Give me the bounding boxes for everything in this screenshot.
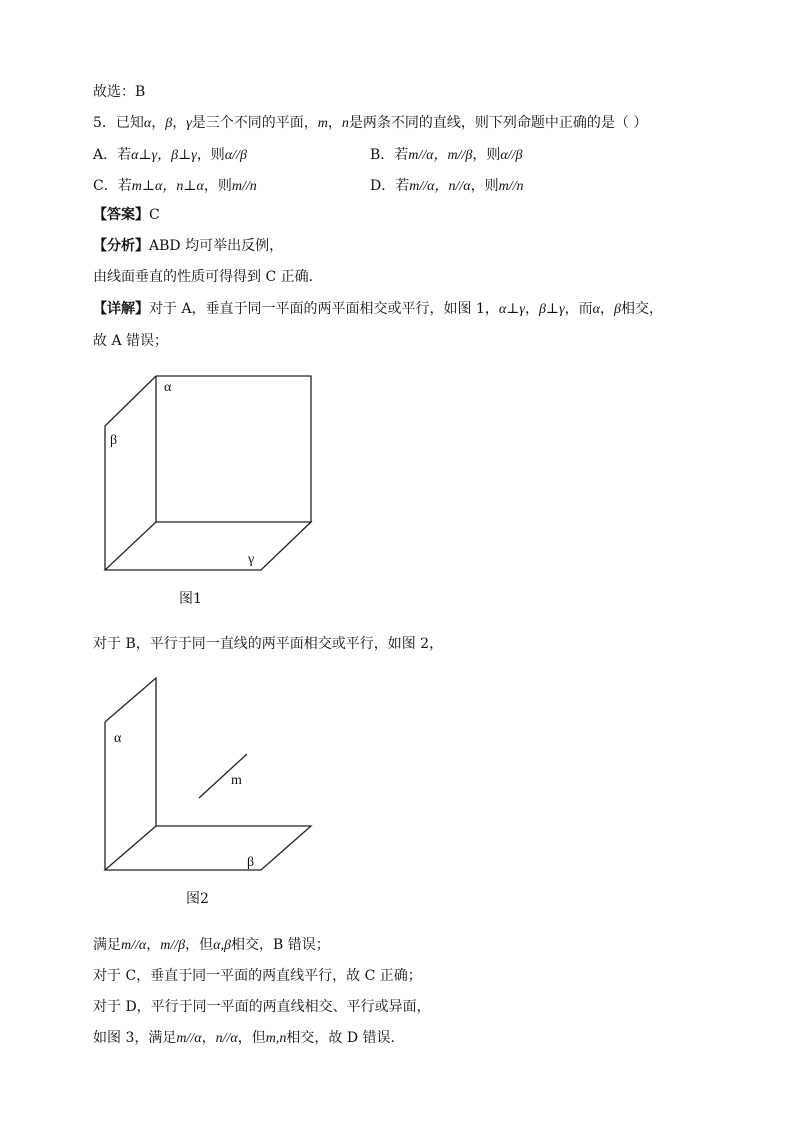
detail-math-1: α⊥γ xyxy=(498,302,525,317)
option-b-then: ，则 xyxy=(472,147,501,163)
analysis-text-1: ABD 均可举出反例， xyxy=(149,238,284,254)
option-d-result: m//n xyxy=(498,179,524,194)
detail-text-1b: ，而 xyxy=(564,301,593,317)
after-math-5: n//α xyxy=(215,1031,238,1046)
option-b-label: B．若 xyxy=(370,147,409,163)
after-text-4c: 相交，故 D 错误. xyxy=(286,1030,395,1046)
answer-value: C xyxy=(149,207,160,223)
option-b-result: α//β xyxy=(500,148,523,163)
after-math-3: α,β xyxy=(213,938,231,953)
option-a-result: α//β xyxy=(224,148,247,163)
fig1-alpha-plane xyxy=(156,376,311,522)
after-line-2: 对于 C，垂直于同一平面的两直线平行，故 C 正确； xyxy=(93,968,422,984)
answer-tag: 【答案】 xyxy=(93,207,149,223)
detail-math-4: β xyxy=(613,302,621,317)
after-math-2: m//β xyxy=(160,938,186,953)
option-d-label: D．若 xyxy=(370,178,410,194)
analysis-tag: 【分析】 xyxy=(93,238,149,254)
separator: ， xyxy=(327,115,342,131)
after-text-4a: 如图 3，满足 xyxy=(93,1030,177,1046)
detail-text-1c: ， xyxy=(599,301,614,317)
stem-part-1: 已知 xyxy=(115,115,144,131)
fig1-beta-plane xyxy=(105,376,156,570)
fig1-label-beta: β xyxy=(110,433,118,448)
fig2-label-alpha: α xyxy=(114,731,122,746)
previous-answer: 故选：B xyxy=(93,84,146,100)
after-line-3: 对于 D，平行于同一平面的两直线相交、平行或异面， xyxy=(93,999,431,1015)
analysis-line-2: 由线面垂直的性质可得得到 C 正确. xyxy=(93,269,314,285)
detail-tag: 【详解】 xyxy=(93,301,149,317)
after-sep: ， xyxy=(146,937,161,953)
fig1-label-alpha: α xyxy=(164,380,172,395)
detail-line-2: 故 A 错误； xyxy=(93,333,169,349)
after-line-1 xyxy=(93,935,330,956)
fig2-alpha-plane xyxy=(105,678,156,826)
option-b-math: m//α，m//β xyxy=(408,148,473,163)
separator: ， xyxy=(172,115,187,131)
option-d-then: ，则 xyxy=(470,178,499,194)
option-c-then: ，则 xyxy=(203,178,232,194)
detail-sep: ， xyxy=(524,301,539,317)
option-c-result: m//n xyxy=(231,179,257,194)
stem-part-2: 是三个不同的平面， xyxy=(191,115,318,131)
after-math-6: m,n xyxy=(265,1031,287,1046)
for-b-line: 对于 B，平行于同一直线的两平面相交或平行，如图 2， xyxy=(93,636,444,652)
question-number: 5． xyxy=(93,115,116,131)
fig2-beta-plane xyxy=(105,826,311,870)
option-a-label: A．若 xyxy=(93,147,132,163)
option-a-then: ，则 xyxy=(196,147,225,163)
figure-2-caption: 图2 xyxy=(186,891,209,907)
after-text-1b: ，但 xyxy=(185,937,214,953)
math-alpha: α xyxy=(143,116,152,131)
math-n: n xyxy=(341,116,349,131)
option-d-math: m//α，n//α xyxy=(409,179,471,194)
option-c-math: m⊥α，n⊥α xyxy=(131,179,204,194)
after-sep-4: ， xyxy=(201,1030,216,1046)
fig1-label-gamma: γ xyxy=(248,552,255,567)
after-text-1a: 满足 xyxy=(93,937,121,953)
separator: ， xyxy=(151,115,166,131)
math-beta: β xyxy=(165,116,173,131)
after-line-4 xyxy=(93,1028,395,1049)
detail-math-2: β⊥γ xyxy=(538,302,565,317)
detail-text-1a: 对于 A，垂直于同一平面的两平面相交或平行，如图 1， xyxy=(149,301,499,317)
detail-text-1d: 相交， xyxy=(620,301,663,317)
fig2-label-beta: β xyxy=(247,855,255,870)
option-c-label: C．若 xyxy=(93,178,132,194)
figure-1-caption: 图1 xyxy=(179,591,202,607)
after-math-1: m//α xyxy=(121,938,147,953)
after-text-1c: 相交，B 错误； xyxy=(230,937,330,953)
after-text-4b: ，但 xyxy=(237,1030,266,1046)
after-math-4: m//α xyxy=(176,1031,202,1046)
math-gamma: γ xyxy=(186,116,192,131)
fig2-label-m: m xyxy=(231,773,242,788)
fig1-gamma-plane xyxy=(105,522,311,570)
option-a-math: α⊥γ，β⊥γ xyxy=(131,148,197,163)
detail-math-3: α xyxy=(592,302,600,317)
stem-part-3: 是两条不同的直线，则下列命题中正确的是（ ） xyxy=(348,115,648,131)
math-m: m xyxy=(317,116,328,131)
